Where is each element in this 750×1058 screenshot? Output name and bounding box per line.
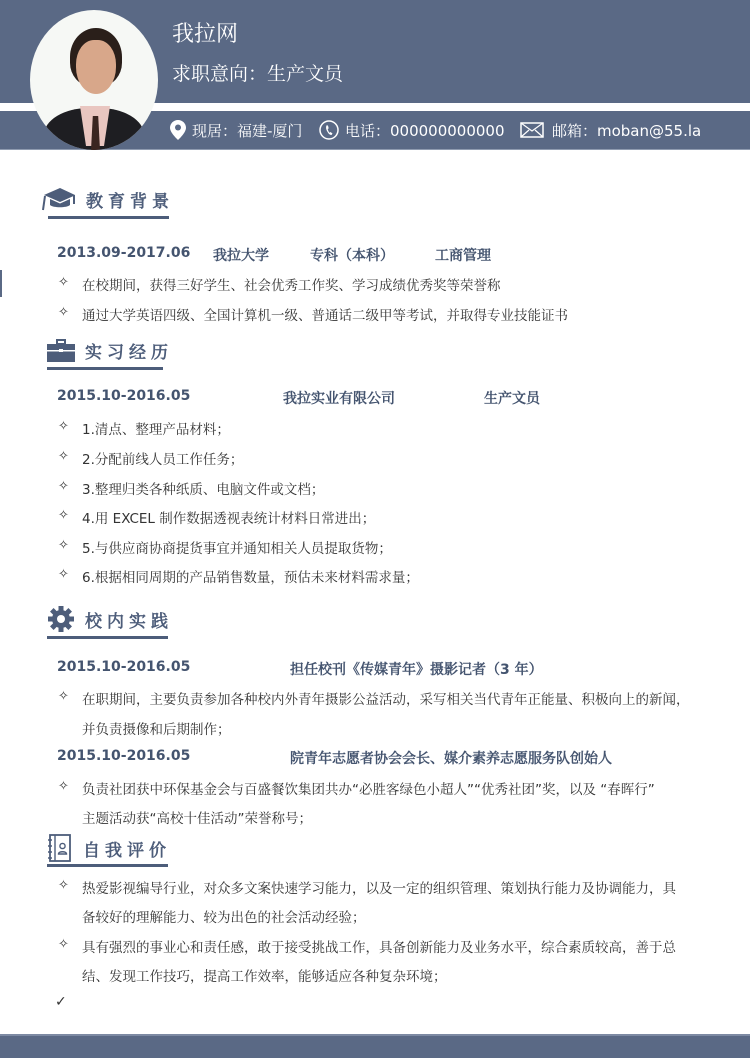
education-item: 通过大学英语四级、全国计算机一级、普通话二级甲等考试，并取得专业技能证书 — [82, 308, 568, 324]
phone-icon — [319, 120, 339, 140]
location-info — [170, 120, 302, 140]
bullet-icon: ✧ — [58, 567, 69, 582]
check-mark-icon: ✓ — [55, 994, 67, 1010]
education-period: 2013.09-2017.06 — [57, 245, 191, 261]
bullet-icon: ✧ — [58, 689, 69, 704]
bullet-icon: ✧ — [58, 275, 69, 290]
location-text: 现居：福建-厦门 — [192, 121, 303, 140]
margin-marker — [0, 270, 2, 297]
internship-period: 2015.10-2016.05 — [57, 388, 191, 404]
section-underline — [47, 864, 168, 867]
section-header-self-eval — [47, 834, 171, 862]
email-text: 邮箱：moban@55.la — [552, 121, 702, 140]
internship-company: 我拉实业有限公司 — [283, 391, 395, 407]
phone-text: 电话：000000000000 — [345, 121, 505, 140]
gear-icon — [47, 605, 75, 633]
bullet-icon: ✧ — [58, 878, 69, 893]
bullet-icon: ✧ — [58, 419, 69, 434]
self-eval-line: 具有强烈的事业心和责任感，敢于接受挑战工作，具备创新能力及业务水平，综合素质较高，善于总 — [82, 940, 676, 956]
bullet-icon: ✧ — [58, 479, 69, 494]
internship-item: 3.整理归类各种纸质、电脑文件或文档； — [82, 482, 325, 498]
campus-item-line: 在职期间，主要负责参加各种校内外青年摄影公益活动，采写相关当代青年正能量、积极向上的新闻， — [82, 692, 690, 708]
email-info — [520, 120, 701, 140]
footer-band — [0, 1034, 750, 1058]
internship-item: 4.用 EXCEL 制作数据透视表统计材料日常进出； — [82, 511, 376, 527]
campus-period: 2015.10-2016.05 — [57, 748, 191, 764]
briefcase-icon — [47, 339, 75, 363]
education-major: 工商管理 — [435, 248, 491, 264]
section-header-campus — [47, 605, 173, 633]
section-underline — [47, 636, 168, 639]
bullet-icon: ✧ — [58, 779, 69, 794]
phone-info — [319, 120, 505, 140]
section-title: 实习经历 — [85, 343, 173, 363]
bullet-icon: ✧ — [58, 937, 69, 952]
contact-book-icon — [47, 834, 71, 862]
section-title: 教育背景 — [86, 191, 174, 212]
bullet-icon: ✧ — [58, 305, 69, 320]
education-school: 我拉大学 — [213, 248, 269, 264]
bullet-icon: ✧ — [58, 538, 69, 553]
campus-item-line: 并负责摄像和后期制作； — [82, 722, 231, 738]
section-title: 校内实践 — [85, 611, 173, 632]
section-header-education — [42, 186, 174, 212]
envelope-icon — [520, 122, 544, 138]
section-header-internship — [47, 338, 173, 363]
campus-item-line: 负责社团获中环保基金会与百盛餐饮集团共办“必胜客绿色小超人”“优秀社团”奖，以及 “春晖行” — [82, 782, 655, 798]
internship-item: 5.与供应商协商提货事宜并通知相关人员提取货物； — [82, 541, 392, 557]
education-item: 在校期间，获得三好学生、社会优秀工作奖、学习成绩优秀奖等荣誉称 — [82, 278, 501, 294]
internship-item: 2.分配前线人员工作任务； — [82, 452, 244, 468]
campus-role: 院青年志愿者协会会长、媒介素养志愿服务队创始人 — [290, 751, 612, 767]
campus-period: 2015.10-2016.05 — [57, 659, 191, 675]
section-title: 自我评价 — [83, 840, 171, 861]
internship-item: 6.根据相同周期的产品销售数量，预估未来材料需求量； — [82, 570, 419, 586]
self-eval-line: 热爱影视编导行业，对众多文案快速学习能力，以及一定的组织管理、策划执行能力及协调能力，具 — [82, 881, 676, 897]
bullet-icon: ✧ — [58, 449, 69, 464]
section-underline — [47, 367, 163, 370]
internship-item: 1.清点、整理产品材料； — [82, 422, 230, 438]
campus-role: 担任校刊《传媒青年》摄影记者（3 年） — [290, 662, 543, 678]
candidate-name: 我拉网 — [172, 22, 239, 47]
education-degree: 专科（本科） — [310, 248, 394, 264]
graduation-cap-icon — [42, 186, 78, 212]
avatar — [30, 10, 158, 150]
section-underline — [48, 216, 169, 219]
internship-position: 生产文员 — [484, 391, 540, 407]
self-eval-line: 结、发现工作技巧，提高工作效率，能够适应各种复杂环境； — [82, 969, 447, 985]
bullet-icon: ✧ — [58, 508, 69, 523]
job-intent: 求职意向：生产文员 — [172, 63, 344, 85]
campus-item-line: 主题活动获“高校十佳活动”荣誉称号； — [82, 811, 312, 827]
self-eval-line: 备较好的理解能力、较为出色的社会活动经验； — [82, 910, 366, 926]
location-pin-icon — [170, 120, 186, 140]
